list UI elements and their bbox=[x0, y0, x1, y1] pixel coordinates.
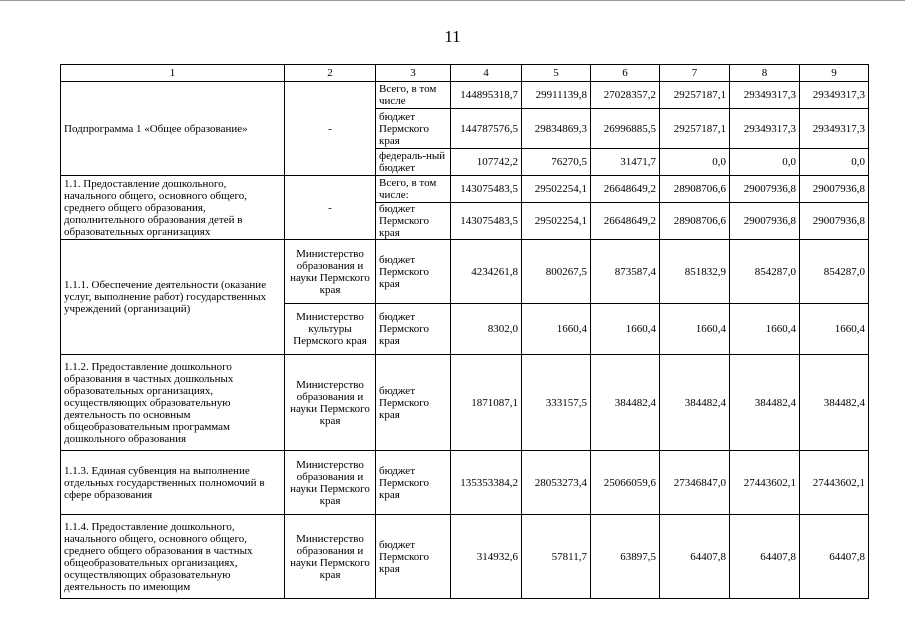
value-cell: 1660,4 bbox=[730, 304, 800, 355]
header-cell: 8 bbox=[730, 65, 800, 82]
value-cell: 873587,4 bbox=[591, 240, 660, 304]
value-cell: 57811,7 bbox=[522, 515, 591, 599]
header-cell: 4 bbox=[451, 65, 522, 82]
value-cell: 144895318,7 bbox=[451, 82, 522, 109]
value-cell: 28908706,6 bbox=[660, 176, 730, 203]
value-cell: 26996885,5 bbox=[591, 109, 660, 149]
value-cell: 384482,4 bbox=[591, 355, 660, 451]
value-cell: 26648649,2 bbox=[591, 176, 660, 203]
value-cell: 0,0 bbox=[730, 149, 800, 176]
value-cell: 1660,4 bbox=[800, 304, 869, 355]
executor-cell: Министерство образования и науки Пермского края bbox=[285, 451, 376, 515]
value-cell: 0,0 bbox=[800, 149, 869, 176]
table-row bbox=[61, 176, 869, 203]
value-cell: 64407,8 bbox=[800, 515, 869, 599]
header-cell: 9 bbox=[800, 65, 869, 82]
header-cell: 1 bbox=[61, 65, 285, 82]
executor-cell: Министерство образования и науки Пермского края bbox=[285, 355, 376, 451]
value-cell: 26648649,2 bbox=[591, 203, 660, 240]
source-cell: бюджет Пермского края bbox=[376, 240, 451, 304]
source-cell: Всего, в том числе bbox=[376, 82, 451, 109]
value-cell: 314932,6 bbox=[451, 515, 522, 599]
value-cell: 384482,4 bbox=[800, 355, 869, 451]
value-cell: 135353384,2 bbox=[451, 451, 522, 515]
header-cell: 2 bbox=[285, 65, 376, 82]
item-1-1-name: 1.1. Предоставление дошкольного, начального общего, основного общего, среднего общего образования, дополнительного образования детей в образовательных организациях bbox=[61, 176, 285, 240]
header-cell: 3 bbox=[376, 65, 451, 82]
value-cell: 63897,5 bbox=[591, 515, 660, 599]
subprogram-name: Подпрограмма 1 «Общее образование» bbox=[61, 82, 285, 176]
table-row bbox=[61, 82, 869, 109]
value-cell: 107742,2 bbox=[451, 149, 522, 176]
item-1-1-4-name: 1.1.4. Предоставление дошкольного, начального общего, основного общего, среднего общего образования в частных общеобразовательных организациях, осуществляющих образовательную деятельность по имеющим bbox=[61, 515, 285, 599]
value-cell: 29007936,8 bbox=[800, 176, 869, 203]
value-cell: 29257187,1 bbox=[660, 109, 730, 149]
value-cell: 29349317,3 bbox=[730, 82, 800, 109]
value-cell: 854287,0 bbox=[730, 240, 800, 304]
item-1-1-1-name: 1.1.1. Обеспечение деятельности (оказание услуг, выполнение работ) государственных учреждений (организаций) bbox=[61, 240, 285, 355]
value-cell: 76270,5 bbox=[522, 149, 591, 176]
value-cell: 29349317,3 bbox=[800, 82, 869, 109]
value-cell: 27443602,1 bbox=[800, 451, 869, 515]
value-cell: 800267,5 bbox=[522, 240, 591, 304]
page-number: 11 bbox=[444, 27, 461, 46]
value-cell: 29502254,1 bbox=[522, 176, 591, 203]
table-row bbox=[61, 240, 869, 304]
value-cell: 27443602,1 bbox=[730, 451, 800, 515]
value-cell: 28053273,4 bbox=[522, 451, 591, 515]
item-1-1-3-name: 1.1.3. Единая субвенция на выполнение отдельных государственных полномочий в сфере образования bbox=[61, 451, 285, 515]
table-row bbox=[61, 355, 869, 451]
value-cell: 1871087,1 bbox=[451, 355, 522, 451]
top-border-line bbox=[0, 0, 905, 1]
table-row bbox=[61, 451, 869, 515]
value-cell: 0,0 bbox=[660, 149, 730, 176]
value-cell: 28908706,6 bbox=[660, 203, 730, 240]
budget-table bbox=[60, 64, 869, 599]
value-cell: 29349317,3 bbox=[800, 109, 869, 149]
value-cell: 851832,9 bbox=[660, 240, 730, 304]
value-cell: 27028357,2 bbox=[591, 82, 660, 109]
source-cell: бюджет Пермского края bbox=[376, 451, 451, 515]
value-cell: 29257187,1 bbox=[660, 82, 730, 109]
value-cell: 384482,4 bbox=[730, 355, 800, 451]
value-cell: 143075483,5 bbox=[451, 176, 522, 203]
source-cell: бюджет Пермского края bbox=[376, 355, 451, 451]
table-header-row bbox=[61, 65, 869, 82]
table-row bbox=[61, 515, 869, 599]
value-cell: 29007936,8 bbox=[730, 203, 800, 240]
value-cell: 333157,5 bbox=[522, 355, 591, 451]
source-cell: бюджет Пермского края bbox=[376, 304, 451, 355]
value-cell: 29349317,3 bbox=[730, 109, 800, 149]
value-cell: 29911139,8 bbox=[522, 82, 591, 109]
value-cell: 854287,0 bbox=[800, 240, 869, 304]
value-cell: 29007936,8 bbox=[730, 176, 800, 203]
value-cell: 29007936,8 bbox=[800, 203, 869, 240]
executor-cell: Министерство образования и науки Пермского края bbox=[285, 240, 376, 304]
executor-cell: - bbox=[285, 82, 376, 176]
value-cell: 1660,4 bbox=[660, 304, 730, 355]
value-cell: 1660,4 bbox=[591, 304, 660, 355]
source-cell: бюджет Пермского края bbox=[376, 515, 451, 599]
value-cell: 64407,8 bbox=[660, 515, 730, 599]
value-cell: 29834869,3 bbox=[522, 109, 591, 149]
value-cell: 384482,4 bbox=[660, 355, 730, 451]
header-cell: 7 bbox=[660, 65, 730, 82]
value-cell: 4234261,8 bbox=[451, 240, 522, 304]
source-cell: бюджет Пермского края bbox=[376, 109, 451, 149]
source-cell: федераль-ный бюджет bbox=[376, 149, 451, 176]
value-cell: 144787576,5 bbox=[451, 109, 522, 149]
value-cell: 8302,0 bbox=[451, 304, 522, 355]
item-1-1-2-name: 1.1.2. Предоставление дошкольного образования в частных дошкольных образовательных организациях, осуществляющих образовательную деятельность по основным общеобразовательным программам дошкольного образования bbox=[61, 355, 285, 451]
executor-cell: Министерство культуры Пермского края bbox=[285, 304, 376, 355]
value-cell: 27346847,0 bbox=[660, 451, 730, 515]
header-cell: 5 bbox=[522, 65, 591, 82]
value-cell: 64407,8 bbox=[730, 515, 800, 599]
value-cell: 143075483,5 bbox=[451, 203, 522, 240]
executor-cell: - bbox=[285, 176, 376, 240]
source-cell: Всего, в том числе: bbox=[376, 176, 451, 203]
value-cell: 29502254,1 bbox=[522, 203, 591, 240]
value-cell: 25066059,6 bbox=[591, 451, 660, 515]
source-cell: бюджет Пермского края bbox=[376, 203, 451, 240]
header-cell: 6 bbox=[591, 65, 660, 82]
value-cell: 1660,4 bbox=[522, 304, 591, 355]
value-cell: 31471,7 bbox=[591, 149, 660, 176]
executor-cell: Министерство образования и науки Пермского края bbox=[285, 515, 376, 599]
